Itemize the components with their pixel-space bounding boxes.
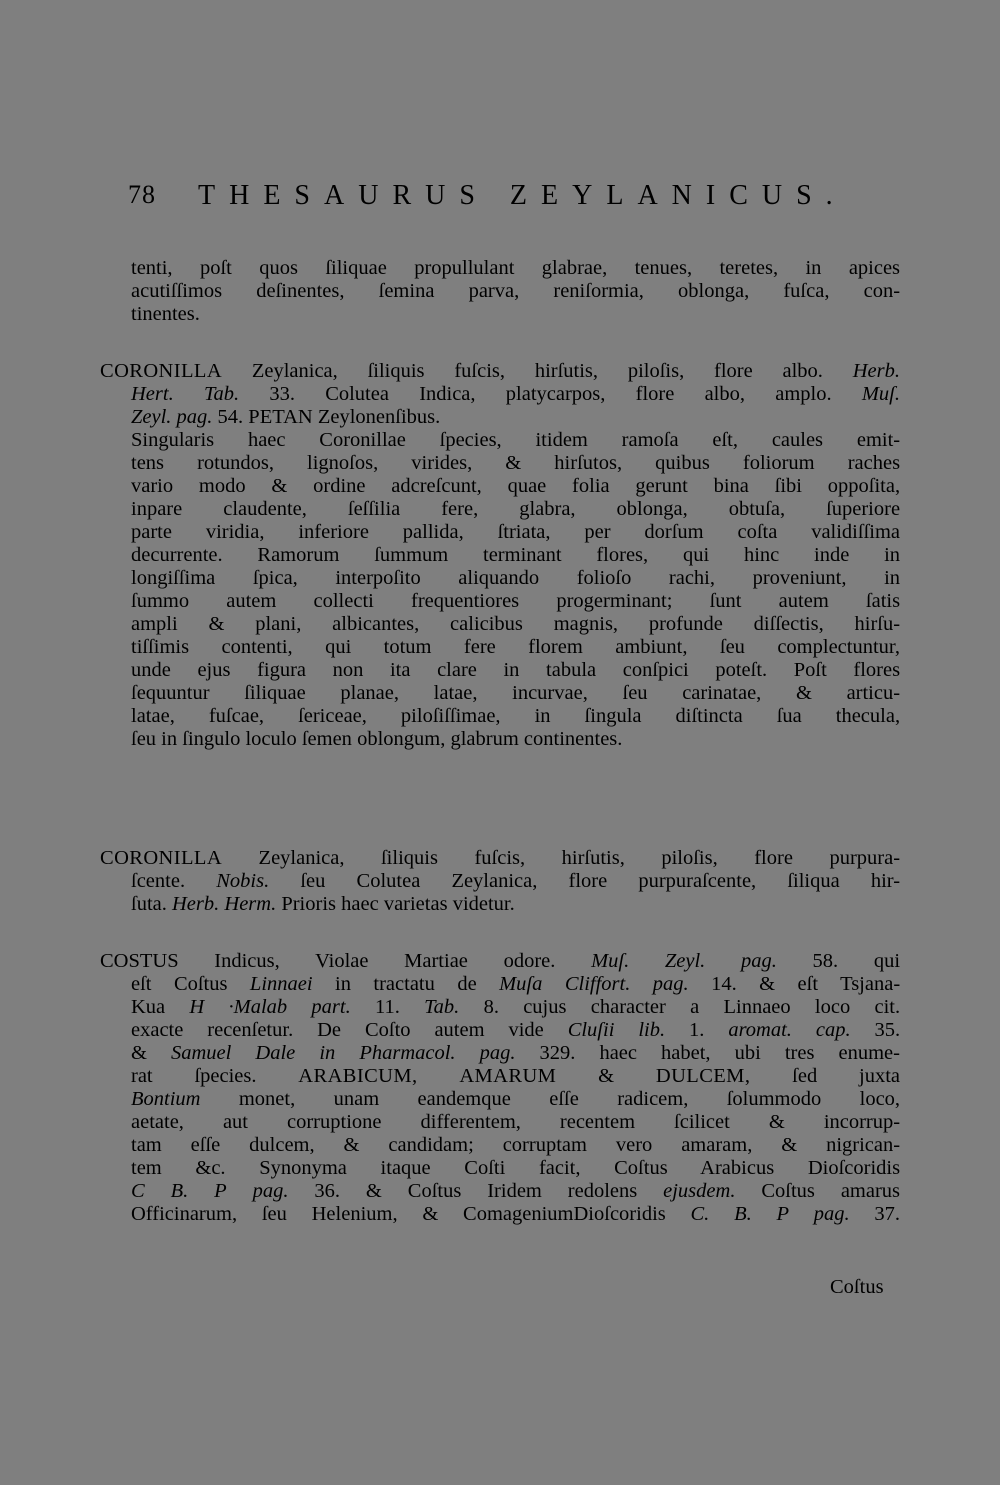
text-line: rat ſpecies. ARABICUM, AMARUM & DULCEM, ſed juxta	[131, 1065, 900, 1087]
paragraph	[100, 257, 900, 326]
text-line: vario modo & ordine adcreſcunt, quae folia gerunt bina ſibi oppoſita,	[131, 475, 900, 497]
page-number: 78	[128, 180, 156, 209]
text-line: parte viridia, inferiore pallida, ſtriata, per dorſum coſta validiſſima	[131, 521, 900, 543]
text-line: tem &c. Synonyma itaque Coſti facit, Coſtus Arabicus Dioſcoridis	[131, 1157, 900, 1179]
text-line: eſt Coſtus Linnaei in tractatu de Muſa Cliffort. pag. 14. & eſt Tsjana-	[131, 973, 900, 995]
running-head: THESAURUS ZEYLANICUS.	[198, 180, 847, 211]
text-line: tens rotundos, lignoſos, virides, & hirſutos, quibus foliorum raches	[131, 452, 900, 474]
text-line: Singularis haec Coronillae ſpecies, itidem ramoſa eſt, caules emit-	[131, 429, 900, 451]
text-line: CORONILLA Zeylanica, ſiliquis fuſcis, hirſutis, piloſis, flore albo. Herb.	[100, 360, 900, 382]
text-line: & Samuel Dale in Pharmacol. pag. 329. haec habet, ubi tres enume-	[131, 1042, 900, 1064]
text-line: ſummo autem collecti frequentiores progerminant; ſunt autem ſatis	[131, 590, 900, 612]
text-line: Bontium monet, unam eandemque eſſe radicem, ſolummodo loco,	[131, 1088, 900, 1110]
text-line: unde ejus figura non ita clare in tabula conſpici poteſt. Poſt flores	[131, 659, 900, 681]
text-line: aetate, aut corruptione differentem, recentem ſcilicet & incorrup-	[131, 1111, 900, 1133]
text-line: ſuta. Herb. Herm. Prioris haec varietas videtur.	[131, 893, 515, 915]
text-line: ſcente. Nobis. ſeu Colutea Zeylanica, flore purpuraſcente, ſiliqua hir-	[131, 870, 900, 892]
text-line: Kua H ·Malab part. 11. Tab. 8. cujus character a Linnaeo loco cit.	[131, 996, 900, 1018]
text-line: exacte recenſetur. De Coſto autem vide Cluſii lib. 1. aromat. cap. 35.	[131, 1019, 900, 1041]
text-line: ampli & plani, albicantes, calicibus magnis, profunde diſſectis, hirſu-	[131, 613, 900, 635]
text-line: longiſſima ſpica, interpoſito aliquando folioſo rachi, proveniunt, in	[131, 567, 900, 589]
text-line: inpare claudente, ſeſſilia fere, glabra, oblonga, obtuſa, ſuperiore	[131, 498, 900, 520]
text-line: COSTUS Indicus, Violae Martiae odore. Muſ. Zeyl. pag. 58. qui	[100, 950, 900, 972]
paragraph	[100, 360, 900, 751]
text-line: CORONILLA Zeylanica, ſiliquis fuſcis, hirſutis, piloſis, flore purpura-	[100, 847, 900, 869]
text-line: decurrente. Ramorum ſummum terminant flores, qui hinc inde in	[131, 544, 900, 566]
catchword: Coſtus	[830, 1276, 884, 1298]
paragraph	[100, 847, 900, 916]
text-line: tiſſimis contenti, qui totum fere florem ambiunt, ſeu complectuntur,	[131, 636, 900, 658]
text-line: tenti, poſt quos ſiliquae propullulant glabrae, tenues, teretes, in apices	[131, 257, 900, 279]
text-line: Hert. Tab. 33. Colutea Indica, platycarpos, flore albo, amplo. Muſ.	[131, 383, 900, 405]
text-line: tam eſſe dulcem, & candidam; corruptam vero amaram, & nigrican-	[131, 1134, 900, 1156]
text-line: Zeyl. pag. 54. PETAN Zeylonenſibus.	[131, 406, 441, 428]
page-header	[128, 180, 888, 220]
text-line: Officinarum, ſeu Helenium, & ComageniumDioſcoridis C. B. P pag. 37.	[131, 1203, 900, 1225]
text-line: C B. P pag. 36. & Coſtus Iridem redolens ejusdem. Coſtus amarus	[131, 1180, 900, 1202]
paragraph	[100, 950, 900, 1226]
text-line: ſequuntur ſiliquae planae, latae, incurvae, ſeu carinatae, & articu-	[131, 682, 900, 704]
text-line: tinentes.	[131, 303, 200, 325]
text-line: acutiſſimos deſinentes, ſemina parva, reniſormia, oblonga, fuſca, con-	[131, 280, 900, 302]
text-line: ſeu in ſingulo loculo ſemen oblongum, glabrum continentes.	[131, 728, 623, 750]
text-line: latae, fuſcae, ſericeae, piloſiſſimae, in ſingula diſtincta ſua thecula,	[131, 705, 900, 727]
